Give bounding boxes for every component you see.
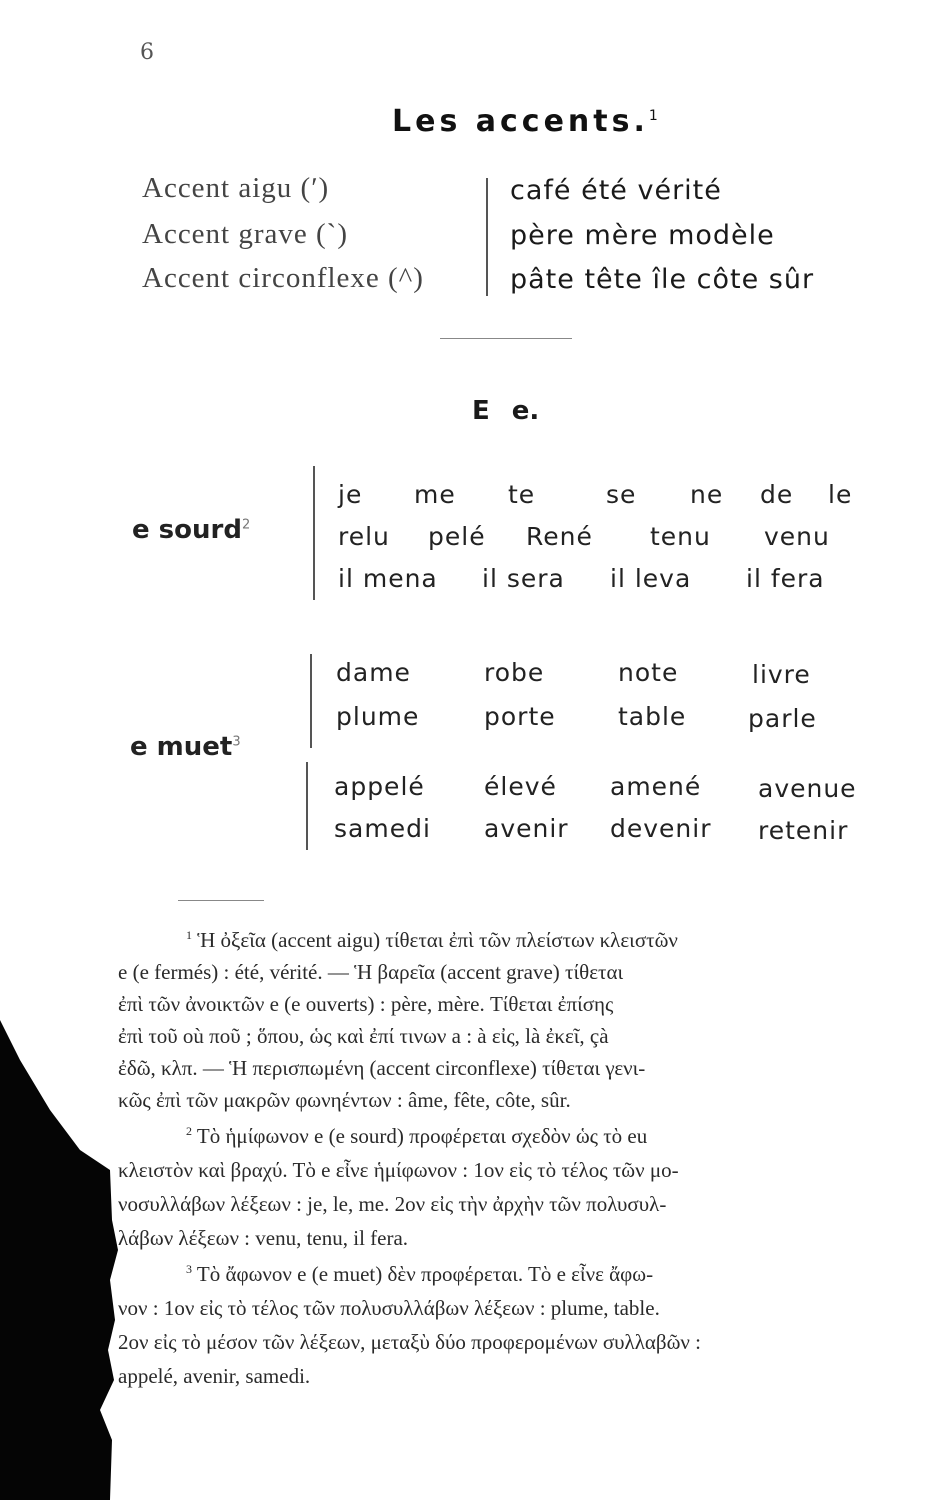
word: venu [764,522,830,551]
e-muet-divider-top [310,654,312,748]
word: il fera [746,564,825,593]
footnote-mark: 1 [186,928,192,942]
word: plume [336,702,420,731]
footnote-line [186,1124,647,1149]
footnote-line [186,1262,653,1287]
footnote-line: e (e fermés) : été, vérité. — Ἡ βαρεῖα (accent grave) τίθεται [118,960,624,984]
word: relu [338,522,390,551]
footnote-text: Τὸ ἄφωνον e (e muet) δὲν προφέρεται. Τὸ e εἶνε ἄφω- [196,1262,654,1286]
e-sourd-label-text: e sourd [132,515,242,545]
accent-grave-label: Accent grave (`) [142,218,348,250]
footnote-line: ἐπὶ τοῦ où ποῦ ; ὅπου, ὡς καὶ ἐπί τινων a : à εἰς, là ἐκεῖ, çà [118,1024,609,1048]
section-rule [440,338,572,339]
section-title-lower: e. [511,396,540,426]
word: appelé [334,772,425,801]
footnote-text: Ἡ ὀξεῖα (accent aigu) τίθεται ἐπὶ τῶν πλείστων κλειστῶν [197,928,678,952]
word: il leva [610,564,692,593]
footnote-line: ἐδῶ, κλπ. — Ἡ περισπωμένη (accent circonflexe) τίθεται γενι- [118,1056,646,1080]
footnote-line: κλειστὸν καὶ βραχύ. Τὸ e εἶνε ἡμίφωνον : 1ον εἰς τὸ τέλος τῶν μο- [118,1158,679,1182]
damage-blot [0,1020,160,1500]
word: te [508,480,536,509]
word: de [760,480,794,509]
word: ne [690,480,724,509]
page-title [392,104,658,139]
word: se [606,480,637,509]
footnote-rule [178,900,264,901]
word: le [828,480,853,509]
footnote-line: 2ον εἰς τὸ μέσον τῶν λέξεων, μεταξὺ δύο προφερομένων συλλαβῶν : [118,1330,701,1354]
word: je [338,480,363,509]
word: élevé [484,772,557,801]
page-number: 6 [140,40,154,65]
word: avenue [758,774,857,803]
e-muet-label-text: e muet [130,732,233,762]
accent-grave-examples: père mère modèle [510,220,775,251]
word: table [618,702,687,731]
section-title-upper: E [472,396,490,426]
word: robe [484,658,545,687]
word: devenir [610,814,712,843]
word: René [526,522,593,551]
accent-aigu-examples: café été vérité [510,175,722,206]
footnote-line [186,928,678,953]
e-muet-label [130,732,241,762]
accent-circonflexe-examples: pâte tête île côte sûr [510,264,815,295]
word: samedi [334,814,431,843]
word: dame [336,658,411,687]
word: parle [748,704,817,733]
title-footnote-mark: 1 [648,108,658,124]
word: me [414,480,456,509]
accent-circonflexe-label: Accent circonflexe (^) [142,262,424,294]
footnote-line: ἐπὶ τῶν ἀνοικτῶν e (e ouverts) : père, mère. Τίθεται ἐπίσης [118,992,614,1016]
accent-aigu-label: Accent aigu (ʹ) [142,172,330,204]
word: retenir [758,816,849,845]
footnote-line: λάβων λέξεων : venu, tenu, il fera. [118,1226,409,1250]
footnote-line: κῶς ἐπὶ τῶν μακρῶν φωνηέντων : âme, fête, côte, sûr. [118,1088,571,1112]
e-muet-divider-bottom [306,762,308,850]
e-sourd-label [132,515,250,545]
footnote-mark: 3 [186,1262,192,1276]
accents-divider [486,178,488,296]
word: amené [610,772,702,801]
footnote-line: νον : 1ον εἰς τὸ τέλος τῶν πολυσυλλάβων λέξεων : plume, table. [118,1296,660,1320]
word: il sera [482,564,565,593]
word: avenir [484,814,569,843]
e-sourd-footnote-mark: 2 [241,517,251,533]
title-text: Les accents. [392,104,649,139]
footnote-line: appelé, avenir, samedi. [118,1364,311,1388]
e-sourd-divider [313,466,315,600]
section-title [472,396,539,426]
e-muet-footnote-mark: 3 [232,734,241,750]
word: livre [752,660,811,689]
word: pelé [428,522,486,551]
word: tenu [650,522,711,551]
word: porte [484,702,556,731]
footnote-text: Τὸ ἡμίφωνον e (e sourd) προφέρεται σχεδὸν ὡς τὸ eu [196,1124,648,1148]
word: il mena [338,564,438,593]
word: note [618,658,679,687]
footnote-line: νοσυλλάβων λέξεων : je, le, me. 2ον εἰς τὴν ἀρχὴν τῶν πολυσυλ- [118,1192,667,1216]
footnote-mark: 2 [186,1124,192,1138]
